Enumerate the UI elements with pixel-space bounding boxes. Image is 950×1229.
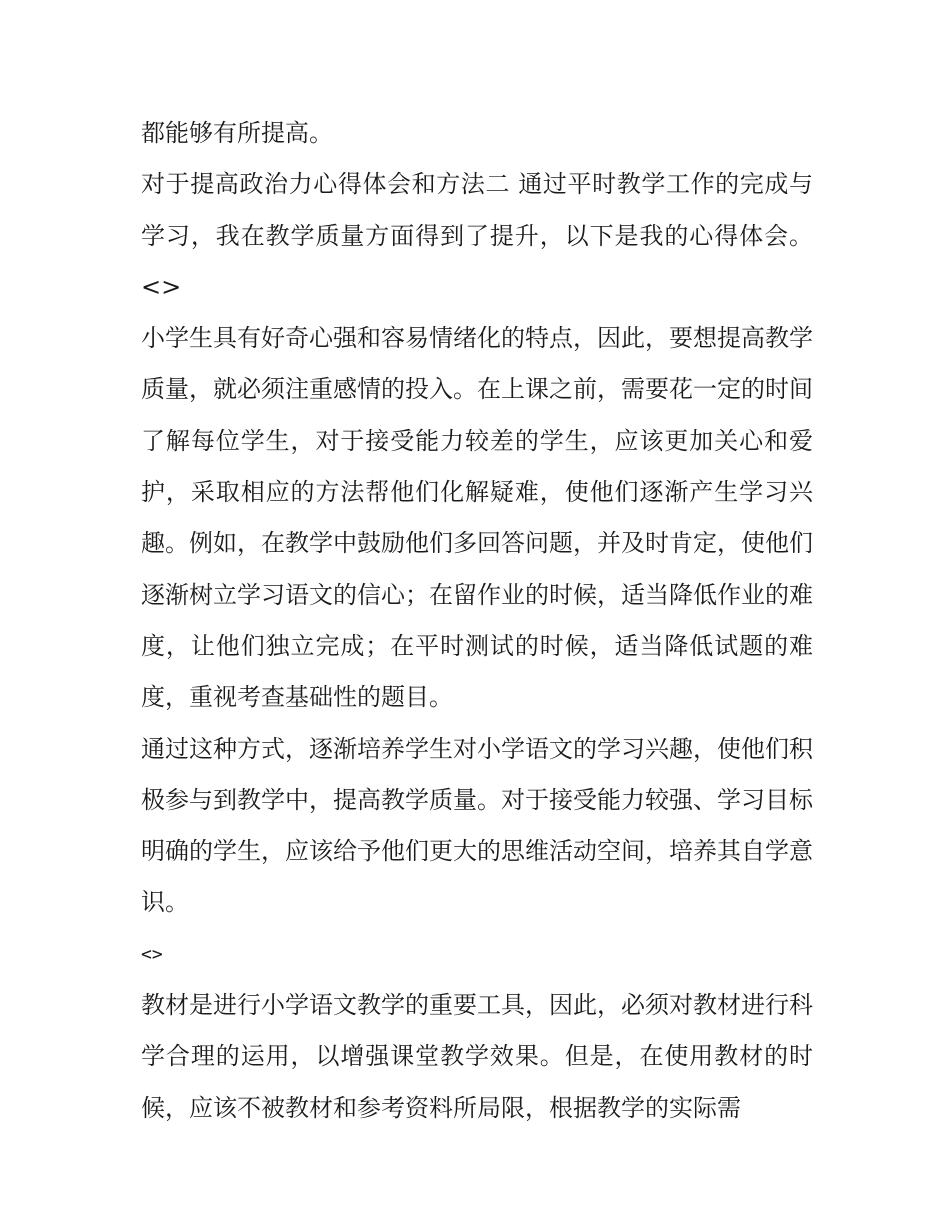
paragraph-1: 都能够有所提高。 bbox=[141, 119, 333, 147]
paragraph-2: 对于提高政治力心得体会和方法二 通过平时教学工作的完成与学习，我在教学质量方面得到了提升，以下是我的心得体会。 <> bbox=[141, 170, 813, 301]
section-marker: <> bbox=[141, 943, 163, 965]
document-body bbox=[141, 108, 813, 1134]
paragraph-5: 教材是进行小学语文教学的重要工具，因此，必须对教材进行科学合理的运用，以增强课堂教学效果。但是，在使用教材的时候，应该不被教材和参考资料所局限，根据教学的实际需 bbox=[141, 991, 813, 1122]
paragraph-3: 小学生具有好奇心强和容易情绪化的特点，因此，要想提高教学质量，就必须注重感情的投入。在上课之前，需要花一定的时间了解每位学生，对于接受能力较差的学生，应该更加关心和爱护，采取相应的方法帮他们化解疑难，使他们逐渐产生学习兴趣。例如，在教学中鼓励他们多回答问题，并及时肯定，使他们逐渐树立学习语文的信心；在留作业的时候，适当降低作业的难度，让他们独立完成；在平时测试的时候，适当降低试题的难度，重视考查基础性的题目。 bbox=[141, 324, 813, 712]
paragraph-4: 通过这种方式，逐渐培养学生对小学语文的学习兴趣，使他们积极参与到教学中，提高教学质量。对于接受能力较强、学习目标明确的学生，应该给予他们更大的思维活动空间，培养其自学意识。 bbox=[141, 734, 813, 917]
